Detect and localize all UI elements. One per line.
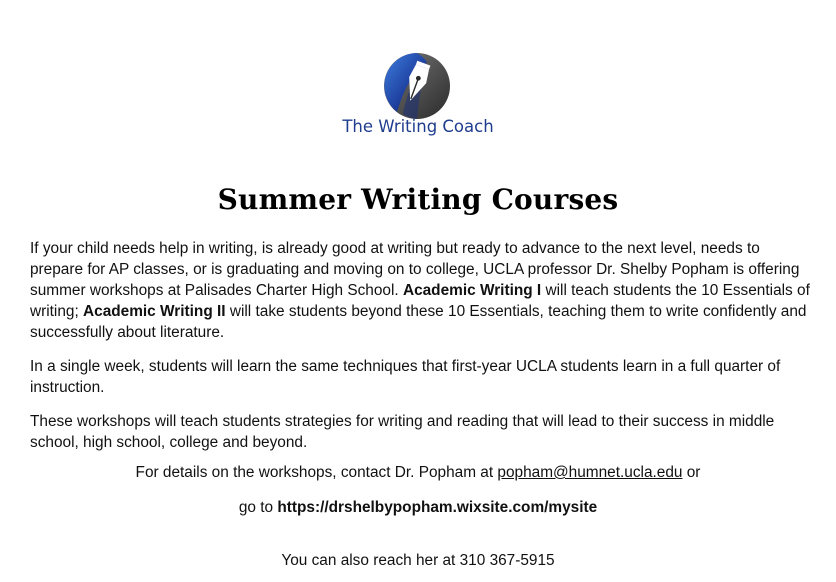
website-link[interactable]: https://drshelbypopham.wixsite.com/mysite	[277, 499, 598, 516]
phone-line: You can also reach her at 310 367-5915	[281, 552, 555, 569]
website-line	[0, 499, 836, 517]
course-academic-writing-2: Academic Writing II	[83, 303, 226, 320]
strategies-paragraph: These workshops will teach students strategies for writing and reading that will lead to their success in middle school, high school, college and beyond.	[30, 413, 775, 451]
email-suffix: or	[682, 464, 701, 481]
intro-text-3: will take students beyond these 10 Essentials, teaching them to write confidently and successfully about literature.	[30, 303, 807, 341]
brand-name: The Writing Coach	[342, 117, 494, 136]
course-academic-writing-1: Academic Writing I	[402, 282, 542, 299]
page-title: Summer Writing Courses	[217, 183, 619, 216]
email-link[interactable]: popham@humnet.ucla.edu	[497, 464, 683, 481]
body-text	[30, 238, 814, 466]
fountain-pen-nib-icon	[383, 52, 451, 120]
intro-paragraph	[30, 238, 814, 343]
single-week-paragraph: In a single week, students will learn the same techniques that first-year UCLA students learn in a full quarter of instruction.	[30, 358, 781, 396]
intro-text-1: If your child needs help in writing, is already good at writing but ready to advance to the next level, needs to prepare for AP classes, or is graduating and moving on to college, UCLA professor Dr. Shelby Popham is offering summer workshops at Palisades Charter High School.	[30, 240, 800, 299]
email-prefix: For details on the workshops, contact Dr. Popham at	[135, 464, 498, 481]
contact-email-line	[0, 464, 836, 482]
intro-text-2: will teach students the 10 Essentials of writing;	[30, 282, 810, 320]
logo	[383, 52, 451, 120]
site-prefix: go to	[238, 499, 278, 516]
